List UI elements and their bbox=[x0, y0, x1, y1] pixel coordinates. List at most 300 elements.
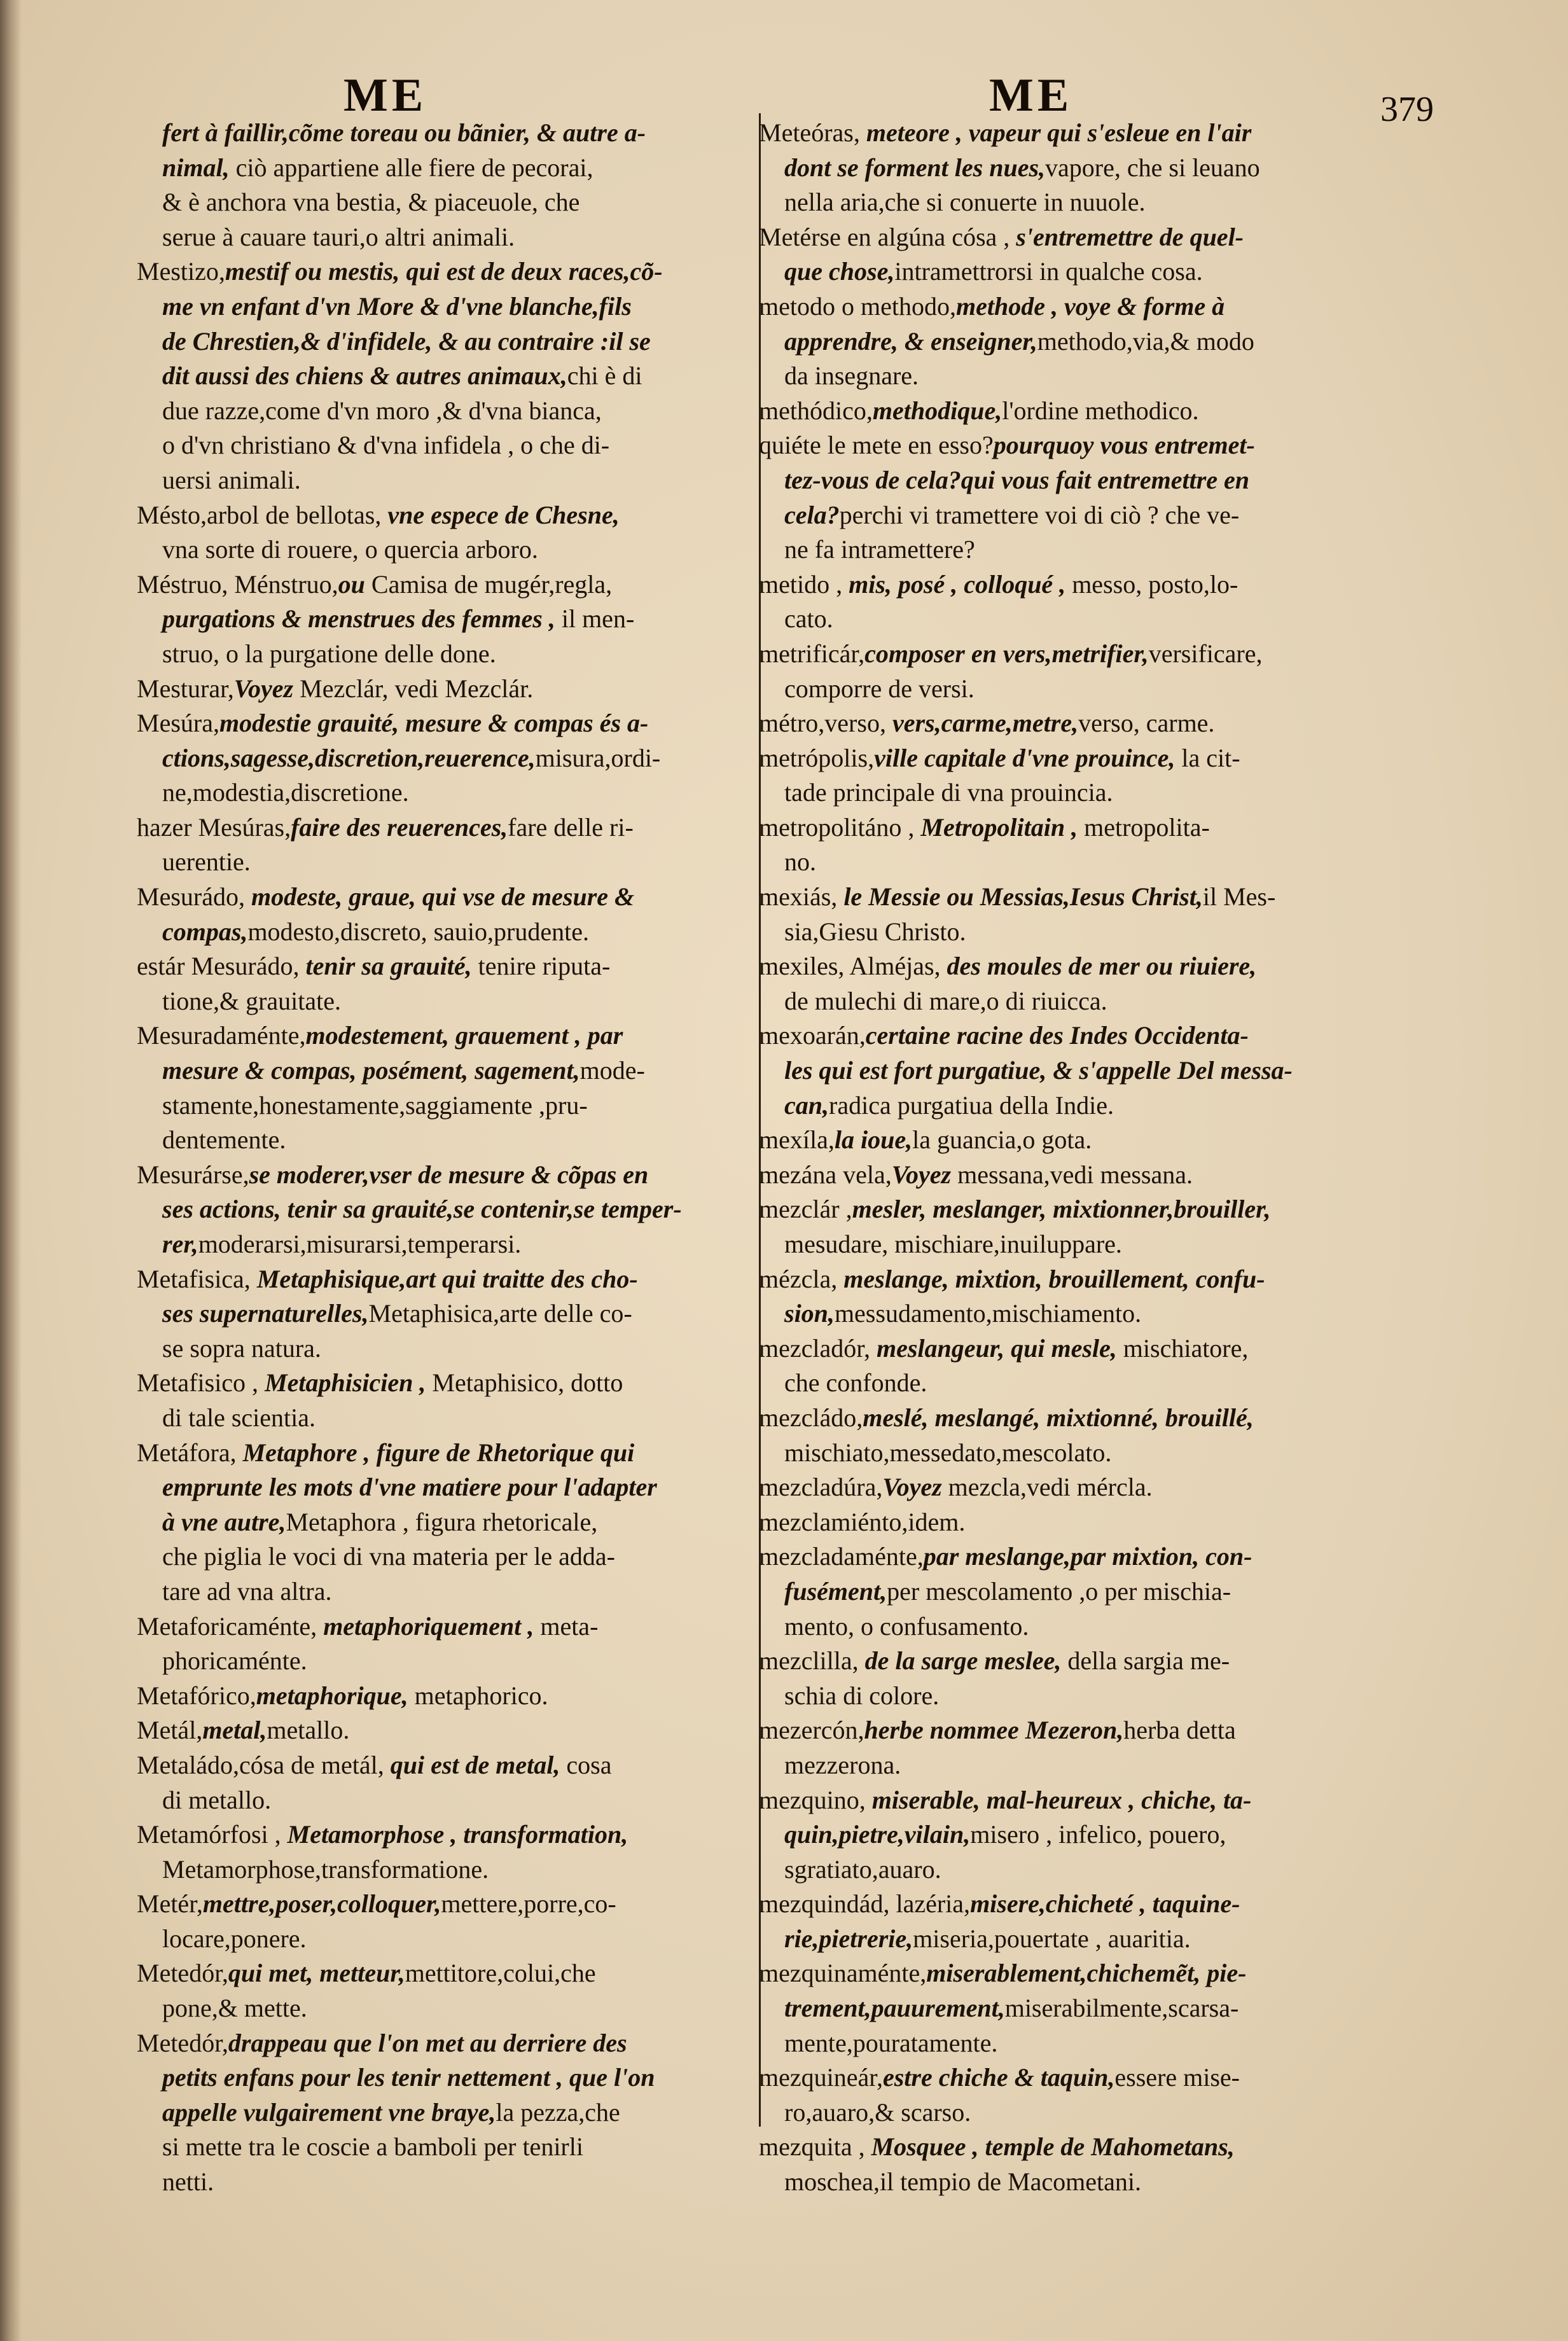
entry-text: ne,modestia,discretione. bbox=[162, 778, 409, 807]
entry-continuation-line bbox=[137, 1088, 744, 1123]
dictionary-entry-line bbox=[759, 2130, 1440, 2165]
entry-continuation-line bbox=[137, 1991, 744, 2026]
dictionary-entry-line bbox=[137, 706, 744, 741]
entry-text: Metáfora, bbox=[137, 1438, 243, 1467]
entry-continuation-line bbox=[759, 1748, 1440, 1783]
entry-text: mezána vela, bbox=[759, 1160, 892, 1189]
french-gloss: rie,pietrerie, bbox=[784, 1924, 913, 1953]
french-gloss: emprunte les mots d'vne matiere pour l'adapter bbox=[162, 1473, 657, 1502]
french-gloss: petits enfans pour les tenir nettement , que l'on bbox=[162, 2063, 655, 2092]
entry-text: mezclilla, bbox=[759, 1646, 865, 1676]
entry-continuation-line bbox=[137, 1539, 744, 1574]
entry-text: il Mes- bbox=[1202, 882, 1276, 912]
entry-continuation-line bbox=[759, 1609, 1440, 1644]
dictionary-entry-line bbox=[137, 1956, 744, 1991]
entry-continuation-line bbox=[137, 2130, 744, 2165]
dictionary-entry-line bbox=[759, 949, 1440, 984]
french-gloss: Voyez bbox=[891, 1160, 952, 1189]
entry-text: Mesturar, bbox=[137, 674, 234, 703]
entry-text: herba detta bbox=[1123, 1716, 1236, 1745]
dictionary-entry-line bbox=[137, 1713, 744, 1748]
entry-text: radica purgatiua della Indie. bbox=[829, 1090, 1114, 1120]
entry-text: mezquino, bbox=[759, 1785, 872, 1814]
french-gloss: à vne autre, bbox=[162, 1507, 286, 1536]
french-gloss: meslé, meslangé, mixtionné, brouillé, bbox=[863, 1403, 1254, 1432]
entry-continuation-line bbox=[137, 394, 744, 429]
entry-text: metropolita- bbox=[1078, 812, 1210, 842]
entry-text: mezclár , bbox=[759, 1195, 852, 1224]
entry-text: ro,auaro,& scarso. bbox=[784, 2097, 971, 2127]
french-gloss: mesure & compas, posément, sagement, bbox=[162, 1056, 580, 1085]
dictionary-entry-line bbox=[759, 741, 1440, 776]
left-column bbox=[137, 116, 744, 2200]
entry-continuation-line bbox=[759, 1574, 1440, 1609]
french-gloss: estre chiche & taquin, bbox=[882, 2063, 1115, 2092]
dictionary-entry-line bbox=[759, 2060, 1440, 2095]
entry-continuation-line bbox=[137, 1922, 744, 1957]
french-gloss: drappeau que l'on met au derriere des bbox=[228, 2028, 627, 2057]
entry-text: schia di colore. bbox=[784, 1681, 940, 1710]
french-gloss: de la sarge meslee, bbox=[864, 1646, 1062, 1676]
entry-text: netti. bbox=[162, 2167, 214, 2197]
entry-continuation-line bbox=[759, 1852, 1440, 1887]
dictionary-entry-line bbox=[759, 810, 1440, 845]
entry-continuation-line bbox=[759, 185, 1440, 220]
entry-text: Metedór, bbox=[137, 1959, 228, 1988]
french-gloss: herbe nommee Mezeron, bbox=[864, 1716, 1124, 1745]
french-gloss: Metaphisique,art qui traitte des cho- bbox=[256, 1264, 638, 1293]
entry-continuation-line bbox=[137, 2060, 744, 2095]
french-gloss: Voyez bbox=[882, 1473, 942, 1502]
entry-text: no. bbox=[784, 847, 816, 877]
entry-continuation-line bbox=[137, 428, 744, 463]
entry-text: chi è di bbox=[567, 361, 642, 391]
french-gloss: ses actions, tenir sa grauité,se contenir,se temper- bbox=[162, 1195, 682, 1224]
french-gloss: meteore , vapeur qui s'esleue en l'air bbox=[866, 118, 1252, 147]
entry-continuation-line bbox=[137, 359, 744, 394]
entry-text: per mescolamento ,o per mischia- bbox=[887, 1576, 1232, 1606]
entry-text: mezcladaménte, bbox=[759, 1542, 924, 1571]
entry-text: Metaládo,cósa de metál, bbox=[137, 1750, 391, 1779]
french-gloss: compas, bbox=[162, 917, 248, 946]
french-gloss: Metaphore , figure de Rhetorique qui bbox=[242, 1438, 635, 1467]
dictionary-entry-line bbox=[759, 289, 1440, 324]
entry-text: methódico, bbox=[759, 396, 873, 425]
french-gloss: composer en vers,metrifier, bbox=[864, 639, 1149, 668]
entry-text: Metaphisico, dotto bbox=[426, 1368, 623, 1398]
entry-text: Metál, bbox=[137, 1716, 203, 1745]
entry-continuation-line bbox=[759, 463, 1440, 498]
dictionary-entry-line bbox=[137, 880, 744, 915]
entry-text: modesto,discreto, sauio,prudente. bbox=[247, 917, 589, 946]
dictionary-entry-line bbox=[759, 1401, 1440, 1436]
entry-continuation-line bbox=[137, 1644, 744, 1679]
entry-text: Metérse en algúna cósa , bbox=[759, 222, 1016, 251]
entry-text: Camisa de mugér,regla, bbox=[364, 569, 613, 599]
entry-continuation-line bbox=[759, 915, 1440, 950]
entry-text: Meteóras, bbox=[759, 118, 866, 147]
entry-text: Mésto,arbol de bellotas, bbox=[137, 500, 388, 529]
dictionary-entry-line bbox=[759, 1018, 1440, 1053]
entry-text: misero , infelico, pouero, bbox=[970, 1820, 1226, 1849]
entry-continuation-line bbox=[759, 1436, 1440, 1471]
entry-text: la guancia,o gota. bbox=[912, 1125, 1092, 1155]
entry-continuation-line bbox=[137, 1470, 744, 1505]
entry-text: messudamento,mischiamento. bbox=[834, 1299, 1142, 1328]
entry-text: mode- bbox=[579, 1056, 645, 1085]
french-gloss: pourquoy vous entremet- bbox=[993, 431, 1255, 460]
french-gloss: rer, bbox=[162, 1230, 198, 1258]
french-gloss: fert à faillir,cõme toreau ou bãnier, & autre a- bbox=[162, 118, 646, 147]
dictionary-entry-line bbox=[137, 254, 744, 289]
dictionary-entry-line bbox=[137, 1817, 744, 1852]
entry-text: tade principale di vna prouincia. bbox=[784, 778, 1113, 807]
entry-text: pone,& mette. bbox=[162, 1994, 307, 2023]
entry-text: vna sorte di rouere, o quercia arboro. bbox=[162, 535, 538, 564]
entry-text: Metamorphose,transformatione. bbox=[162, 1854, 489, 1884]
french-gloss: fusément, bbox=[784, 1576, 887, 1606]
entry-text: Metaphora , figura rhetoricale, bbox=[286, 1507, 598, 1536]
dictionary-entry-line bbox=[137, 672, 744, 707]
entry-text: misura,ordi- bbox=[535, 743, 661, 772]
entry-continuation-line bbox=[137, 463, 744, 498]
entry-text: miseria,pouertate , auaritia. bbox=[913, 1924, 1191, 1953]
entry-text: mezcladúra, bbox=[759, 1473, 883, 1502]
entry-continuation-line bbox=[759, 1922, 1440, 1957]
french-gloss: appelle vulgairement vne braye, bbox=[162, 2097, 496, 2127]
entry-text: ne fa intramettere? bbox=[784, 535, 975, 564]
entry-text: mento, o confusamento. bbox=[784, 1611, 1029, 1641]
entry-text: mexiles, Alméjas, bbox=[759, 952, 947, 981]
french-gloss: methodique, bbox=[872, 396, 1003, 425]
entry-continuation-line bbox=[137, 1123, 744, 1158]
entry-continuation-line bbox=[137, 1783, 744, 1818]
french-gloss: tenir sa grauité, bbox=[305, 952, 472, 981]
entry-text: mezcladór, bbox=[759, 1333, 877, 1363]
entry-continuation-line bbox=[137, 637, 744, 672]
entry-text: si mette tra le coscie a bamboli per tenirli bbox=[162, 2132, 583, 2162]
french-gloss: quin,pietre,vilain, bbox=[784, 1820, 971, 1849]
dictionary-entry-line bbox=[137, 1887, 744, 1922]
dictionary-entry-line bbox=[759, 116, 1440, 151]
french-gloss: ville capitale d'vne prouince, bbox=[874, 743, 1176, 772]
entry-text: fare delle ri- bbox=[508, 812, 634, 842]
french-gloss: miserable, mal-heureux , chiche, ta- bbox=[871, 1785, 1252, 1814]
entry-text: Metér, bbox=[137, 1889, 203, 1919]
book-gutter-edge bbox=[0, 0, 22, 2341]
entry-text: struo, o la purgatione delle done. bbox=[162, 639, 496, 668]
dictionary-entry-line bbox=[137, 949, 744, 984]
entry-text: moderarsi,misurarsi,temperarsi. bbox=[198, 1230, 522, 1258]
entry-text: mezcládo, bbox=[759, 1403, 863, 1432]
french-gloss: dit aussi des chiens & autres animaux, bbox=[162, 361, 567, 391]
entry-text: moschea,il tempio de Macometani. bbox=[784, 2167, 1141, 2197]
entry-text: il men- bbox=[555, 604, 635, 634]
entry-text: sgratiato,auaro. bbox=[784, 1854, 941, 1884]
entry-text: tenire riputa- bbox=[471, 952, 611, 981]
running-header-right: ME bbox=[989, 69, 1073, 122]
entry-text: & è anchora vna bestia, & piaceuole, che bbox=[162, 188, 580, 217]
french-gloss: mestif ou mestis, qui est de deux races,cõ- bbox=[225, 257, 663, 286]
entry-text: metido , bbox=[759, 569, 849, 599]
entry-continuation-line bbox=[137, 602, 744, 637]
entry-text: dentemente. bbox=[162, 1125, 286, 1155]
entry-text: Metafisica, bbox=[137, 1264, 257, 1293]
entry-continuation-line bbox=[137, 915, 744, 950]
entry-text: sia,Giesu Christo. bbox=[784, 917, 966, 946]
entry-continuation-line bbox=[759, 1991, 1440, 2026]
entry-text: mexiás, bbox=[759, 882, 844, 912]
french-gloss: meslange, mixtion, brouillement, confu- bbox=[843, 1264, 1265, 1293]
entry-text: versificare, bbox=[1148, 639, 1263, 668]
dictionary-entry-line bbox=[759, 1331, 1440, 1366]
entry-text: mezquinaménte, bbox=[759, 1959, 927, 1988]
entry-text: methodo,via,& modo bbox=[1037, 326, 1254, 356]
entry-text: mettitore,colui,che bbox=[405, 1959, 596, 1988]
entry-text: Metedór, bbox=[137, 2028, 228, 2057]
entry-continuation-line bbox=[137, 1852, 744, 1887]
entry-text: intramettrorsi in qualche cosa. bbox=[894, 257, 1203, 286]
entry-text: tare ad vna altra. bbox=[162, 1576, 332, 1606]
entry-text: messana,vedi messana. bbox=[951, 1160, 1193, 1189]
french-gloss: sion, bbox=[784, 1299, 835, 1328]
entry-continuation-line bbox=[137, 741, 744, 776]
entry-continuation-line bbox=[137, 2165, 744, 2200]
french-gloss: mesler, meslanger, mixtionner,brouiller, bbox=[852, 1195, 1271, 1224]
entry-text: di tale scientia. bbox=[162, 1403, 316, 1432]
entry-text: mezercón, bbox=[759, 1716, 864, 1745]
entry-text: metropolitáno , bbox=[759, 812, 921, 842]
entry-continuation-line bbox=[759, 151, 1440, 186]
entry-text: perchi vi tramettere voi di ciò ? che ve- bbox=[839, 500, 1240, 529]
french-gloss: qui est de metal, bbox=[390, 1750, 560, 1779]
french-gloss: cela? bbox=[784, 500, 840, 529]
entry-text: phoricaménte. bbox=[162, 1646, 307, 1676]
entry-continuation-line bbox=[137, 532, 744, 567]
entry-text: due razze,come d'vn moro ,& d'vna bianca, bbox=[162, 396, 602, 425]
french-gloss: par meslange,par mixtion, con- bbox=[923, 1542, 1252, 1571]
entry-text: mézcla, bbox=[759, 1264, 844, 1293]
entry-continuation-line bbox=[759, 1817, 1440, 1852]
entry-text: se sopra natura. bbox=[162, 1333, 321, 1363]
french-gloss: mettre,poser,colloquer, bbox=[202, 1889, 441, 1919]
dictionary-entry-line bbox=[759, 1956, 1440, 1991]
dictionary-entry-line bbox=[759, 1713, 1440, 1748]
dictionary-entry-line bbox=[759, 637, 1440, 672]
dictionary-entry-line bbox=[759, 394, 1440, 429]
french-gloss: methode , voye & forme à bbox=[955, 291, 1225, 321]
entry-text: hazer Mesúras, bbox=[137, 812, 291, 842]
french-gloss: de Chrestien,& d'infidele, & au contraire :il se bbox=[162, 326, 651, 356]
entry-continuation-line bbox=[137, 2095, 744, 2130]
french-gloss: le Messie ou Messias,Iesus Christ, bbox=[843, 882, 1203, 912]
entry-continuation-line bbox=[137, 151, 744, 186]
entry-continuation-line bbox=[759, 1227, 1440, 1262]
entry-text: mischiatore, bbox=[1116, 1333, 1249, 1363]
dictionary-entry-line bbox=[759, 1644, 1440, 1679]
french-gloss: se moderer,vser de mesure & cõpas en bbox=[249, 1160, 649, 1189]
french-gloss: can, bbox=[784, 1090, 829, 1120]
entry-text: mezquindád, lazéria, bbox=[759, 1889, 971, 1919]
entry-continuation-line bbox=[137, 775, 744, 810]
page-number: 379 bbox=[1380, 90, 1434, 129]
dictionary-entry-line bbox=[759, 1470, 1440, 1505]
dictionary-entry-line bbox=[759, 567, 1440, 602]
entry-text: mexoarán, bbox=[759, 1021, 866, 1050]
french-gloss: metaphoriquement , bbox=[323, 1611, 534, 1641]
right-column bbox=[759, 116, 1440, 2200]
french-gloss: la ioue, bbox=[834, 1125, 913, 1155]
dictionary-entry-line bbox=[759, 1262, 1440, 1297]
french-gloss: mis, posé , colloqué , bbox=[849, 569, 1066, 599]
entry-continuation-line bbox=[137, 984, 744, 1019]
french-gloss: Metropolitain , bbox=[920, 812, 1078, 842]
french-gloss: metaphorique, bbox=[256, 1681, 408, 1710]
running-header-left: ME bbox=[343, 69, 427, 122]
dictionary-entry-line bbox=[137, 1748, 744, 1783]
entry-text: mischiato,messedato,mescolato. bbox=[784, 1438, 1112, 1467]
entry-text: de mulechi di mare,o di riuicca. bbox=[784, 986, 1107, 1015]
entry-text: locare,ponere. bbox=[162, 1924, 307, 1953]
french-gloss: dont se forment les nues, bbox=[784, 153, 1046, 182]
entry-text: mezclamiénto,idem. bbox=[759, 1507, 966, 1536]
dictionary-entry-line bbox=[137, 810, 744, 845]
entry-continuation-line bbox=[759, 2095, 1440, 2130]
french-gloss: me vn enfant d'vn More & d'vne blanche,fils bbox=[162, 291, 632, 321]
entry-text: mesudare, mischiare,inuiluppare. bbox=[784, 1230, 1122, 1258]
dictionary-entry-line bbox=[137, 1366, 744, 1401]
entry-text: miserabilmente,scarsa- bbox=[1004, 1994, 1239, 2023]
entry-continuation-line bbox=[137, 1505, 744, 1540]
dictionary-entry-line bbox=[759, 1505, 1440, 1540]
dictionary-entry-line bbox=[137, 1609, 744, 1644]
entry-text: la cit- bbox=[1175, 743, 1240, 772]
entry-text: Metamórfosi , bbox=[137, 1820, 288, 1849]
entry-text: Metafórico, bbox=[137, 1681, 256, 1710]
dictionary-entry-line bbox=[137, 1679, 744, 1714]
entry-text: quiéte le mete en esso? bbox=[759, 431, 994, 460]
entry-text: comporre de versi. bbox=[784, 674, 975, 703]
entry-continuation-line bbox=[137, 324, 744, 359]
dictionary-entry-line bbox=[759, 706, 1440, 741]
entry-text: Mezclár, vedi Mezclár. bbox=[293, 674, 534, 703]
french-gloss: ctions,sagesse,discretion,reuerence, bbox=[162, 743, 536, 772]
dictionary-entry-line bbox=[137, 1436, 744, 1471]
entry-text: che piglia le voci di vna materia per le adda- bbox=[162, 1542, 615, 1571]
entry-text: mezcla,vedi mércla. bbox=[941, 1473, 1153, 1502]
entry-text: cato. bbox=[784, 604, 833, 634]
french-gloss: modestement, grauement , par bbox=[305, 1021, 623, 1050]
entry-text: Metafisico , bbox=[137, 1368, 265, 1398]
french-gloss: vers,carme,metre, bbox=[892, 709, 1079, 738]
entry-text: Metaphisica,arte delle co- bbox=[368, 1299, 632, 1328]
entry-text: la pezza,che bbox=[496, 2097, 620, 2127]
entry-continuation-line bbox=[759, 1679, 1440, 1714]
entry-text: o d'vn christiano & d'vna infidela , o che di- bbox=[162, 431, 610, 460]
entry-text: da insegnare. bbox=[784, 361, 919, 391]
entry-text: Mesurárse, bbox=[137, 1160, 249, 1189]
entry-continuation-line bbox=[759, 845, 1440, 880]
entry-text: della sargia me- bbox=[1061, 1646, 1230, 1676]
entry-text: meta- bbox=[534, 1611, 599, 1641]
entry-text: mexíla, bbox=[759, 1125, 835, 1155]
entry-text: mezzerona. bbox=[784, 1750, 901, 1779]
entry-text: Metaforicaménte, bbox=[137, 1611, 324, 1641]
dictionary-entry-line bbox=[759, 1158, 1440, 1193]
entry-continuation-line bbox=[759, 2165, 1440, 2200]
entry-text: mettere,porre,co- bbox=[441, 1889, 616, 1919]
french-gloss: misere,chicheté , taquine- bbox=[970, 1889, 1240, 1919]
french-gloss: modeste, graue, qui vse de mesure & bbox=[251, 882, 635, 912]
french-gloss: apprendre, & enseigner, bbox=[784, 326, 1037, 356]
entry-continuation-line bbox=[137, 845, 744, 880]
entry-text: cosa bbox=[560, 1750, 612, 1779]
entry-text: essere mise- bbox=[1114, 2063, 1240, 2092]
entry-continuation-line bbox=[137, 1227, 744, 1262]
french-gloss: s'entremettre de quel- bbox=[1016, 222, 1244, 251]
entry-continuation-line bbox=[759, 1088, 1440, 1123]
entry-continuation-line bbox=[759, 1053, 1440, 1088]
entry-continuation-line bbox=[137, 116, 744, 151]
entry-text: metrificár, bbox=[759, 639, 865, 668]
entry-continuation-line bbox=[759, 254, 1440, 289]
entry-text: Mesurádo, bbox=[137, 882, 251, 912]
dictionary-entry-line bbox=[759, 1783, 1440, 1818]
french-gloss: modestie grauité, mesure & compas és a- bbox=[219, 709, 649, 738]
french-gloss: miserablement,chichemẽt, pie- bbox=[926, 1959, 1247, 1988]
entry-continuation-line bbox=[759, 498, 1440, 533]
french-gloss: tez-vous de cela?qui vous fait entremettre en bbox=[784, 465, 1250, 494]
entry-continuation-line bbox=[137, 185, 744, 220]
french-gloss: Metamorphose , transformation, bbox=[287, 1820, 628, 1849]
french-gloss: trement,pauurement, bbox=[784, 1994, 1005, 2023]
entry-continuation-line bbox=[137, 1401, 744, 1436]
entry-continuation-line bbox=[759, 602, 1440, 637]
entry-text: Méstruo, Ménstruo, bbox=[137, 569, 338, 599]
dictionary-entry-line bbox=[759, 880, 1440, 915]
french-gloss: des moules de mer ou riuiere, bbox=[947, 952, 1257, 981]
entry-text: Mestizo, bbox=[137, 257, 225, 286]
entry-text: estár Mesurádo, bbox=[137, 952, 306, 981]
entry-text: serue à cauare tauri,o altri animali. bbox=[162, 222, 515, 251]
french-gloss: vne espece de Chesne, bbox=[387, 500, 620, 529]
entry-text: messo, posto,lo- bbox=[1065, 569, 1238, 599]
dictionary-entry-line bbox=[759, 428, 1440, 463]
entry-text: vapore, che si leuano bbox=[1045, 153, 1260, 182]
entry-continuation-line bbox=[759, 1296, 1440, 1331]
entry-text: mezquineár, bbox=[759, 2063, 883, 2092]
entry-text: métro,verso, bbox=[759, 709, 892, 738]
entry-continuation-line bbox=[137, 1296, 744, 1331]
entry-text: uerentie. bbox=[162, 847, 251, 877]
entry-continuation-line bbox=[759, 2026, 1440, 2061]
french-gloss: meslangeur, qui mesle, bbox=[876, 1333, 1117, 1363]
entry-text: che confonde. bbox=[784, 1368, 927, 1398]
dictionary-entry-line bbox=[137, 567, 744, 602]
dictionary-entry-line bbox=[137, 1158, 744, 1193]
dictionary-entry-line bbox=[137, 1262, 744, 1297]
entry-text: metallo. bbox=[267, 1716, 350, 1745]
french-gloss: ses supernaturelles, bbox=[162, 1299, 369, 1328]
entry-continuation-line bbox=[759, 532, 1440, 567]
entry-text: ciò appartiene alle fiere de pecorai, bbox=[229, 153, 593, 182]
dictionary-entry-line bbox=[759, 1123, 1440, 1158]
entry-continuation-line bbox=[759, 359, 1440, 394]
entry-continuation-line bbox=[137, 1574, 744, 1609]
french-gloss: purgations & menstrues des femmes , bbox=[162, 604, 555, 634]
dictionary-entry-line bbox=[759, 220, 1440, 255]
entry-continuation-line bbox=[137, 1053, 744, 1088]
